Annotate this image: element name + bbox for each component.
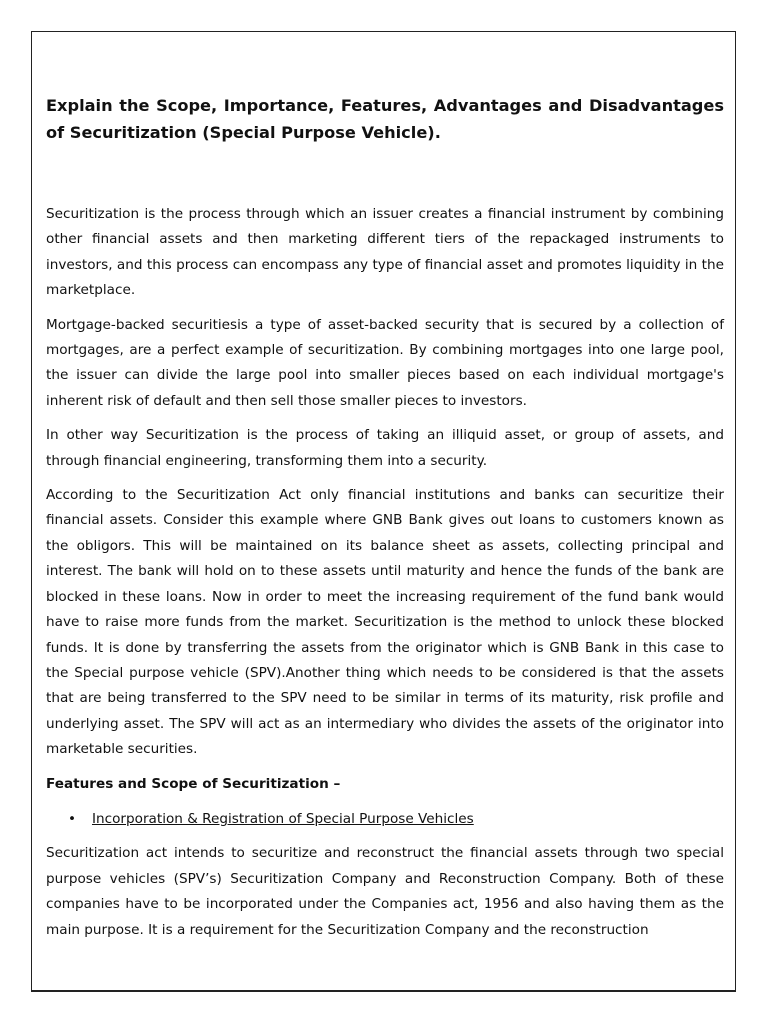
- paragraph-definition: Securitization is the process through which an issuer creates a financial instrument by combining other financial assets and then marketing different tiers of the repackaged instruments to investors, and this process can encompass any type of financial asset and promotes liquidity in the marketplace.: [46, 206, 724, 299]
- paragraph-mortgage-backed: Mortgage-backed securitiesis a type of asset-backed security that is secured by a collection of mortgages, are a perfect example of securitization. By combining mortgages into one large pool, the issuer can divide the large pool into smaller pieces based on each individual mortgage's inherent risk of default and then sell those smaller pieces to investors.: [46, 316, 724, 409]
- document-title: Explain the Scope, Importance, Features, Advantages and Disadvantages of Securitization (Special Purpose Vehicle).: [46, 96, 724, 142]
- paragraph-illiquid-asset: In other way Securitization is the process of taking an illiquid asset, or group of assets, and through financial engineering, transforming them into a security.: [46, 427, 724, 469]
- paragraph-securitization-act: According to the Securitization Act only financial institutions and banks can securitize their financial assets. Consider this example where GNB Bank gives out loans to customers known as the obligors. This will be maintained on its balance sheet as assets, collecting principal and interest. The bank will hold on to these assets until maturity and hence the funds of the bank are blocked in these loans. Now in order to meet the increasing requirement of the fund bank would have to raise more funds from the market. Securitization is the method to unlock these blocked funds. It is done by transferring the assets from the originator which is GNB Bank in this case to the Special purpose vehicle (SPV).Another thing which needs to be considered is that the assets that are being transferred to the SPV need to be similar in terms of its maturity, risk profile and underlying asset. The SPV will act as an intermediary who divides the assets of the originator into marketable securities.: [46, 487, 724, 758]
- section-heading: Features and Scope of Securitization –: [46, 775, 341, 792]
- document-body: [46, 92, 724, 952]
- paragraph-spv-companies: Securitization act intends to securitize and reconstruct the financial assets through two special purpose vehicles (SPV’s) Securitization Company and Reconstruction Company. Both of these companies have to be incorporated under the Companies act, 1956 and also having them as the main purpose. It is a requirement for the Securitization Company and the reconstruction: [46, 845, 724, 938]
- bullet-dot-icon: •: [68, 810, 77, 827]
- document-page: [31, 31, 736, 992]
- bullet-list-item: [46, 807, 724, 832]
- bullet-item-text: Incorporation & Registration of Special Purpose Vehicles: [92, 810, 474, 827]
